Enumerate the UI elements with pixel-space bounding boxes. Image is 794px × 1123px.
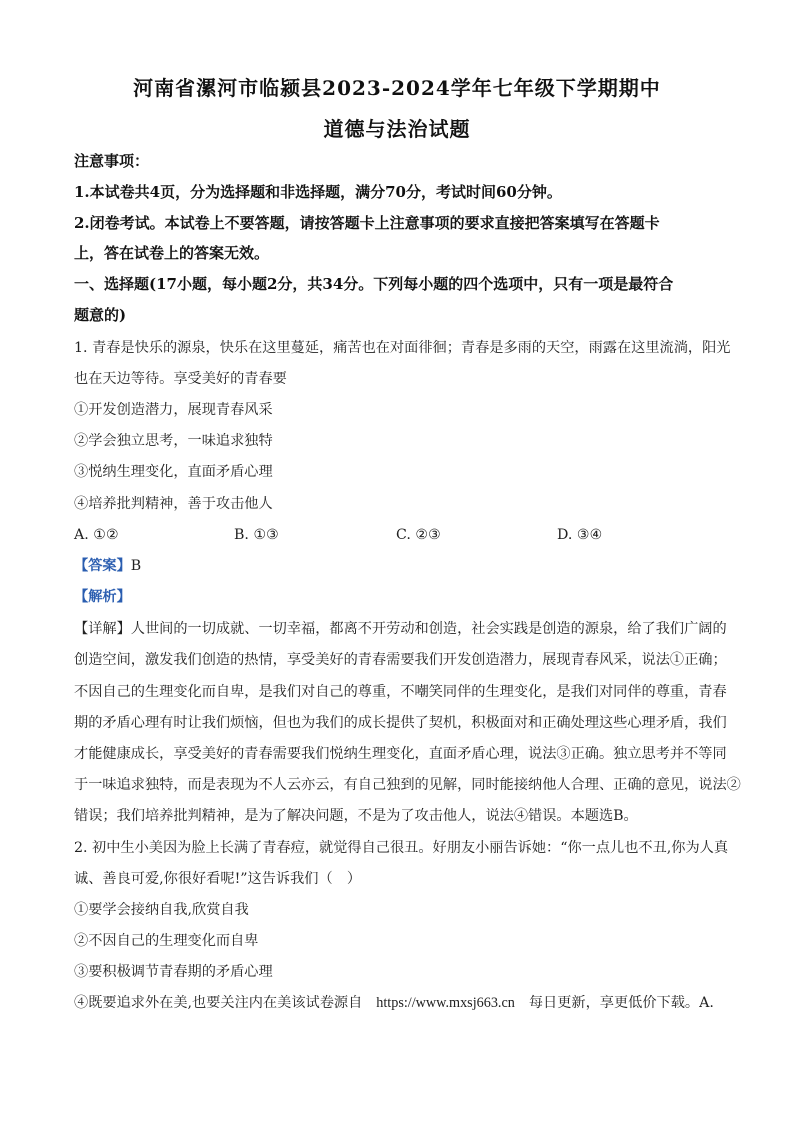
q1-detail-2: 创造空间，激发我们创造的热情，享受美好的青春需要我们开发创造潜力，展现青春风采，说法①正确； [74, 652, 727, 668]
q1-detail-3: 不因自己的生理变化而自卑，是我们对自己的尊重，不嘲笑同伴的生理变化，是我们对同伴的尊重，青春 [74, 684, 727, 700]
section-heading-a: 一、选择题(17小题，每小题2分，共34分。下列每小题的四个选项中，只有一项是最符合 [74, 275, 674, 293]
q2-statement-3: ③要积极调节青春期的矛盾心理 [74, 964, 273, 980]
answer-tag: 【答案】 [74, 558, 131, 574]
q1-statement-4: ④培养批判精神，善于攻击他人 [74, 496, 273, 512]
q2-stem-a: 2. 初中生小美因为脸上长满了青春痘，就觉得自己很丑。好朋友小丽告诉她：“你一点儿也不丑,你为人真 [74, 840, 729, 856]
q1-detail-1 [74, 619, 727, 639]
q2-stem-b: 诚、善良可爱,你很好看呢!”这告诉我们（ ） [74, 871, 362, 887]
q2-statement-2: ②不因自己的生理变化而自卑 [74, 933, 259, 949]
q1-statement-3: ③悦纳生理变化，直面矛盾心理 [74, 464, 273, 480]
source-link[interactable]: https://www.mxsj663.cn [376, 995, 515, 1011]
q1-statement-1: ①开发创造潜力，展现青春风采 [74, 402, 273, 418]
q1-detail-4: 期的矛盾心理有时让我们烦恼，但也为我们的成长提供了契机，积极面对和正确处理这些心理矛盾，我们 [74, 715, 727, 731]
q1-detail-6: 于一味追求独特，而是表现为不人云亦云，有自己独到的见解，同时能接纳他人合理、正确的意见，说法② [74, 777, 741, 793]
q2-statement-4 [74, 993, 724, 1013]
q1-detail-7: 错误；我们培养批判精神，是为了解决问题，不是为了攻击他人，说法④错误。本题选B。 [74, 808, 638, 824]
q1-option-a: A. ①② [74, 527, 119, 543]
notice-item-2b: 上，答在试卷上的答案无效。 [74, 244, 270, 262]
q1-answer-row [74, 556, 724, 576]
q1-option-c: C. ②③ [396, 527, 441, 543]
exam-subject-title: 道德与法治试题 [323, 117, 471, 141]
analysis-tag: 【解析】 [74, 589, 131, 605]
q2-statement-1: ①要学会接纳自我,欣赏自我 [74, 902, 249, 918]
exam-title: 河南省漯河市临颍县2023-2024学年七年级下学期期中 [133, 76, 661, 100]
detail-tag: 【详解】 [74, 621, 131, 637]
q1-stem-b: 也在天边等待。享受美好的青春要 [74, 371, 287, 387]
section-heading-b: 题意的) [74, 306, 127, 324]
notice-item-2a: 2.闭卷考试。本试卷上不要答题，请按答题卡上注意事项的要求直接把答案填写在答题卡 [74, 214, 660, 232]
notice-heading: 注意事项： [74, 152, 150, 170]
q1-option-d: D. ③④ [557, 527, 603, 543]
notice-item-1: 1.本试卷共4页，分为选择题和非选择题，满分70分，考试时间60分钟。 [74, 183, 562, 201]
q2-statement-4-text: ④既要追求外在美,也要关注内在美该试卷源自 [74, 995, 363, 1011]
detail-text-1: 人世间的一切成就、一切幸福，都离不开劳动和创造，社会实践是创造的源泉，给了我们广阔的 [130, 621, 727, 637]
answer-value: B [130, 558, 142, 574]
q2-statement-4-suffix: 每日更新，享更低价下载。A. [528, 995, 714, 1011]
q1-option-b: B. ①③ [234, 527, 279, 543]
q1-statement-2: ②学会独立思考，一味追求独特 [74, 433, 273, 449]
q1-detail-5: 才能健康成长，享受美好的青春需要我们悦纳生理变化，直面矛盾心理，说法③正确。独立思考并不等同 [74, 746, 727, 762]
q1-analysis-row [74, 587, 724, 607]
q1-stem-a: 1. 青春是快乐的源泉，快乐在这里蔓延，痛苦也在对面徘徊；青春是多雨的天空，雨露在这里流淌，阳光 [74, 340, 731, 356]
